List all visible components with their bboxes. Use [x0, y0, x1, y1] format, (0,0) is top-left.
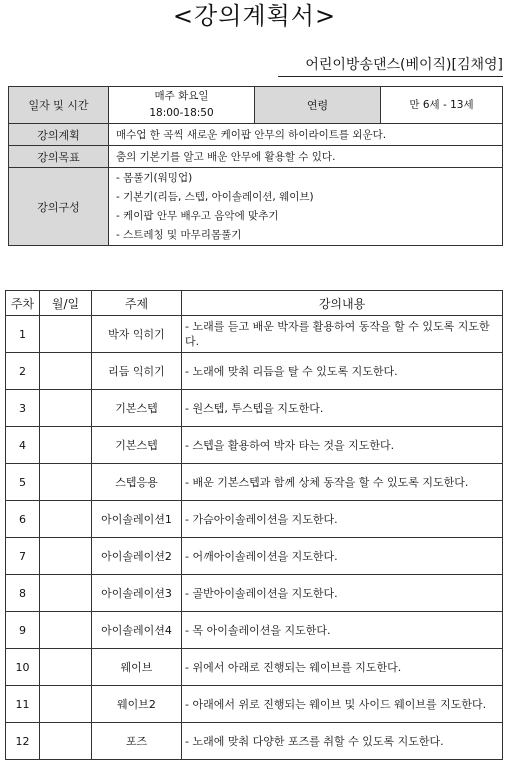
content-cell: - 스텝을 활용하여 박자 타는 것을 지도한다.	[182, 427, 503, 464]
week-cell: 2	[6, 353, 40, 390]
date-cell	[40, 575, 92, 612]
info-row-plan	[9, 124, 503, 146]
schedule-time: 18:00-18:50	[149, 107, 214, 119]
schedule-label: 일자 및 시간	[9, 87, 109, 124]
table-row	[6, 575, 503, 612]
content-cell: - 원스텝, 투스텝을 지도한다.	[182, 390, 503, 427]
content-cell: - 위에서 아래로 진행되는 웨이브를 지도한다.	[182, 649, 503, 686]
week-cell: 5	[6, 464, 40, 501]
schedule-header-row	[6, 291, 503, 316]
table-row	[6, 464, 503, 501]
week-cell: 8	[6, 575, 40, 612]
table-row	[6, 316, 503, 353]
content-cell: - 가슴아이솔레이션을 지도한다.	[182, 501, 503, 538]
week-cell: 9	[6, 612, 40, 649]
date-cell	[40, 464, 92, 501]
topic-cell: 박자 익히기	[92, 316, 182, 353]
week-cell: 1	[6, 316, 40, 353]
content-cell: - 아래에서 위로 진행되는 웨이브 및 사이드 웨이브를 지도한다.	[182, 686, 503, 723]
week-cell: 6	[6, 501, 40, 538]
topic-cell: 스텝응용	[92, 464, 182, 501]
composition-item: - 스트레칭 및 마무리몸풀기	[116, 228, 242, 241]
schedule-table	[5, 290, 503, 760]
date-cell	[40, 390, 92, 427]
content-cell: - 어깨아이솔레이션을 지도한다.	[182, 538, 503, 575]
composition-label: 강의구성	[9, 168, 109, 246]
plan-label: 강의계획	[9, 124, 109, 146]
header-topic: 주제	[92, 291, 182, 316]
date-cell	[40, 612, 92, 649]
date-cell	[40, 723, 92, 760]
table-row	[6, 427, 503, 464]
composition-item: - 기본기(리듬, 스텝, 아이솔레이션, 웨이브)	[116, 190, 314, 203]
week-cell: 7	[6, 538, 40, 575]
topic-cell: 기본스텝	[92, 427, 182, 464]
week-cell: 10	[6, 649, 40, 686]
table-row	[6, 723, 503, 760]
topic-cell: 아이솔레이션1	[92, 501, 182, 538]
week-cell: 12	[6, 723, 40, 760]
date-cell	[40, 686, 92, 723]
week-cell: 11	[6, 686, 40, 723]
topic-cell: 웨이브	[92, 649, 182, 686]
topic-cell: 아이솔레이션3	[92, 575, 182, 612]
date-cell	[40, 538, 92, 575]
schedule-day: 매주 화요일	[154, 90, 209, 102]
table-row	[6, 649, 503, 686]
topic-cell: 포즈	[92, 723, 182, 760]
schedule-value	[109, 87, 255, 124]
table-row	[6, 353, 503, 390]
topic-cell: 아이솔레이션4	[92, 612, 182, 649]
plan-value: 매수업 한 곡씩 새로운 케이팝 안무의 하이라이트를 외운다.	[109, 124, 503, 146]
info-row-composition	[9, 168, 503, 246]
date-cell	[40, 501, 92, 538]
table-row	[6, 390, 503, 427]
topic-cell: 기본스텝	[92, 390, 182, 427]
age-value: 만 6세 - 13세	[381, 87, 503, 124]
content-cell: - 목 아이솔레이션을 지도한다.	[182, 612, 503, 649]
week-cell: 3	[6, 390, 40, 427]
info-table	[8, 86, 503, 246]
course-name-underline	[278, 76, 503, 77]
info-row-schedule	[9, 87, 503, 124]
table-row	[6, 538, 503, 575]
topic-cell: 아이솔레이션2	[92, 538, 182, 575]
goal-label: 강의목표	[9, 146, 109, 168]
content-cell: - 노래에 맞춰 리듬을 탈 수 있도록 지도한다.	[182, 353, 503, 390]
table-row	[6, 501, 503, 538]
week-cell: 4	[6, 427, 40, 464]
date-cell	[40, 427, 92, 464]
content-cell: - 골반아이솔레이션을 지도한다.	[182, 575, 503, 612]
date-cell	[40, 316, 92, 353]
table-row	[6, 612, 503, 649]
info-row-goal	[9, 146, 503, 168]
topic-cell: 리듬 익히기	[92, 353, 182, 390]
content-cell: - 노래에 맞춰 다양한 포즈를 취할 수 있도록 지도한다.	[182, 723, 503, 760]
course-name: 어린이방송댄스(베이직)[김채영]	[305, 57, 503, 73]
table-row	[6, 686, 503, 723]
date-cell	[40, 649, 92, 686]
composition-item: - 몸풀기(워밍업)	[116, 171, 193, 184]
topic-cell: 웨이브2	[92, 686, 182, 723]
age-label: 연령	[255, 87, 381, 124]
date-cell	[40, 353, 92, 390]
header-content: 강의내용	[182, 291, 503, 316]
composition-list	[109, 168, 503, 246]
header-date: 월/일	[40, 291, 92, 316]
content-cell: - 배운 기본스텝과 함께 상체 동작을 할 수 있도록 지도한다.	[182, 464, 503, 501]
header-week: 주차	[6, 291, 40, 316]
page-title: <강의계획서>	[172, 2, 337, 30]
composition-item: - 케이팝 안무 배우고 음악에 맞추기	[116, 209, 279, 222]
goal-value: 춤의 기본기를 알고 배운 안무에 활용할 수 있다.	[109, 146, 503, 168]
content-cell: - 노래를 듣고 배운 박자를 활용하여 동작을 할 수 있도록 지도한다.	[182, 316, 503, 353]
